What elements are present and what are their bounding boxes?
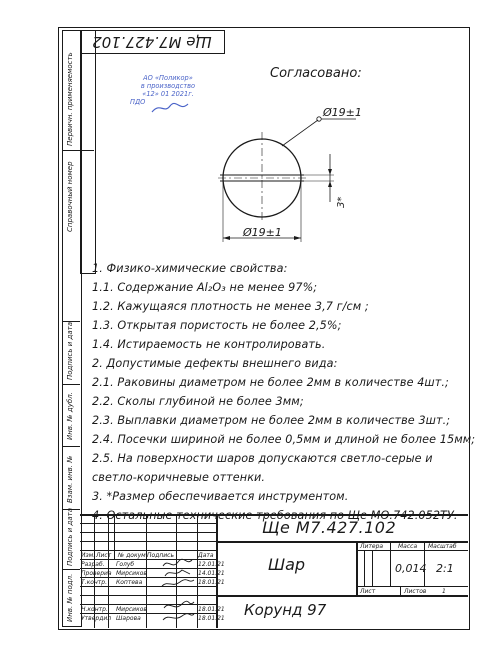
tb-sheets-label: Листов <box>404 588 427 595</box>
req-line-10: 2.4. Посечки шириной не более 0,5мм и длиной не более 15мм; <box>92 433 476 446</box>
tb-role-1: Разраб. <box>81 561 105 568</box>
tb-date-5: 18.01.21 <box>198 615 225 622</box>
tb-role-4: Н.контр. <box>81 606 108 613</box>
stamp-line-1: АО «Поликор» <box>143 74 193 82</box>
req-line-12: светло-коричневые оттенки. <box>92 471 266 484</box>
stamp-signature <box>150 100 190 116</box>
req-line-4: 1.3. Открытая пористость не более 2,5%; <box>92 319 342 332</box>
side-label-podp-data-2: Подпись и дата <box>66 508 74 566</box>
req-line-5: 1.4. Истираемость не контролировать. <box>92 338 326 351</box>
tb-role-5: Утвердил <box>81 615 112 622</box>
tb-role-3: Т.контр. <box>81 579 108 586</box>
req-line-8: 2.2. Сколы глубиной не более 3мм; <box>92 395 304 408</box>
tb-litera-label: Литера <box>360 543 384 550</box>
tb-name-3: Коптева <box>116 579 143 586</box>
req-line-1: 1. Физико-химические свойства: <box>92 262 288 275</box>
tb-role-2: Провериа <box>81 570 112 577</box>
tb-sheet-label: Лист <box>360 588 376 595</box>
req-line-3: 1.2. Кажущаяся плотность не менее 3,7 г/см ; <box>92 300 369 313</box>
approval-label: Согласовано: <box>270 66 362 81</box>
tb-name-5: Шарова <box>116 615 141 622</box>
tb-sheets-value: 1 <box>442 588 446 595</box>
tb-date-2: 14.01.21 <box>198 570 225 577</box>
tb-date-3: 18.01.21 <box>198 579 225 586</box>
req-line-2: 1.1. Содержание Al₂O₃ не менее 97%; <box>92 281 318 294</box>
side-label-perv-prim: Первичн. применяемость <box>66 52 74 146</box>
side-label-inv-podl: Инв. № подл. <box>66 573 74 622</box>
side-label-inv-dubl: Инв. № дубл. <box>66 392 74 440</box>
side-label-podp-data-1: Подпись и дата <box>66 322 74 380</box>
tb-name-2: Мирсиков <box>116 570 147 577</box>
side-label-sprav: Справочный номер <box>66 161 74 232</box>
tb-date-1: 12.01.21 <box>198 561 225 568</box>
req-line-11: 2.5. На поверхности шаров допускаются светло-серые и <box>92 452 433 465</box>
tb-mass-value: 0,014 <box>395 562 427 575</box>
top-code-mirrored: Ще М7.427.102 <box>92 33 212 51</box>
title-material: Корунд 97 <box>244 601 327 619</box>
slot-dim-label: 3* <box>336 196 347 208</box>
stamp-date: «12» 01 2021г. <box>142 90 194 98</box>
diameter-top-label: Ø19±1 <box>323 106 362 119</box>
tb-header-sign: Подпись <box>147 552 174 559</box>
title-block-top <box>80 514 468 516</box>
tb-header-docnum: № докум. <box>118 552 148 559</box>
tb-name-1: Голуб <box>116 561 135 568</box>
title-doc-code: Ще М7.427.102 <box>262 518 397 537</box>
tb-mass-label: Масса <box>398 543 418 550</box>
tb-header-izm: Изм. <box>81 552 96 559</box>
tb-scale-value: 2:1 <box>436 562 454 575</box>
side-column-inner <box>80 30 96 274</box>
side-label-vzam-inv: Взам. инв. № <box>66 455 74 503</box>
signatures <box>160 558 196 626</box>
req-line-7: 2.1. Раковины диаметром не более 2мм в количестве 4шт.; <box>92 376 449 389</box>
tb-scale-label: Масштаб <box>428 543 457 550</box>
tb-date-4: 18.01.21 <box>198 606 225 613</box>
tb-header-list: Лист <box>96 552 112 559</box>
stamp-dept: ПДО <box>130 98 146 106</box>
diameter-bottom-label: Ø19±1 <box>243 226 282 239</box>
tb-name-4: Мирсиков <box>116 606 147 613</box>
stamp-line-2: в производство <box>140 82 196 90</box>
req-line-9: 2.3. Выплавки диаметром не более 2мм в количестве 3шт.; <box>92 414 451 427</box>
tb-header-date: Дата <box>198 552 214 559</box>
title-part-name: Шар <box>268 555 306 574</box>
req-line-13: 3. *Размер обеспечивается инструментом. <box>92 490 349 503</box>
req-line-6: 2. Допустимые дефекты внешнего вида: <box>92 357 338 370</box>
